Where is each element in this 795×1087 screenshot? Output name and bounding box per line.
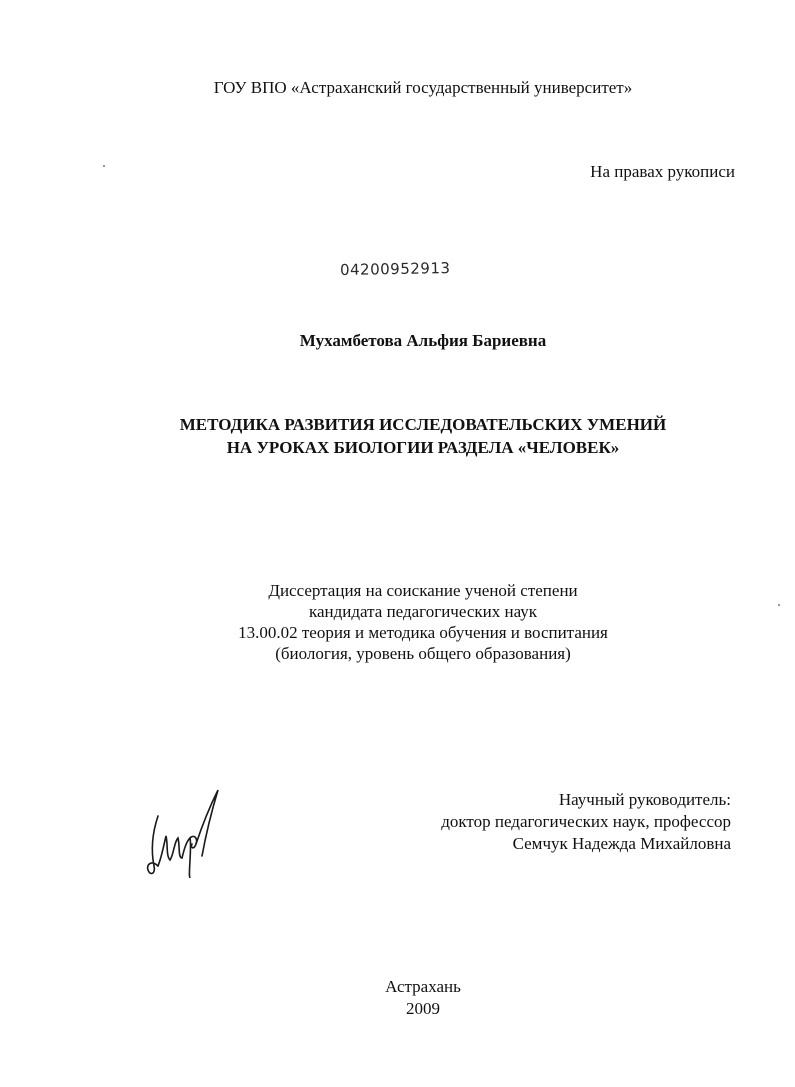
title-line-2: НА УРОКАХ БИОЛОГИИ РАЗДЕЛА «ЧЕЛОВЕК» xyxy=(226,438,620,457)
degree-line-3: 13.00.02 теория и методика обучения и воспитания xyxy=(238,623,608,642)
scan-speck xyxy=(103,165,105,167)
dissertation-title xyxy=(0,413,795,459)
degree-statement xyxy=(0,580,795,664)
institution-name: ГОУ ВПО «Астраханский государственный университет» xyxy=(213,78,633,97)
title-line-1: МЕТОДИКА РАЗВИТИЯ ИССЛЕДОВАТЕЛЬСКИХ УМЕНИЙ xyxy=(179,415,667,434)
author-name: Мухамбетова Альфия Бариевна xyxy=(299,331,547,350)
place-and-year xyxy=(0,976,795,1020)
supervisor-line-1: Научный руководитель: xyxy=(558,790,731,809)
handwritten-signature xyxy=(144,786,224,878)
supervisor-line-3: Семчук Надежда Михайловна xyxy=(512,834,731,853)
degree-line-2: кандидата педагогических наук xyxy=(308,602,538,621)
year: 2009 xyxy=(406,999,440,1018)
supervisor-block xyxy=(441,789,731,855)
supervisor-line-2: доктор педагогических наук, профессор xyxy=(441,812,731,831)
manuscript-note: На правах рукописи xyxy=(590,162,735,181)
city: Астрахань xyxy=(385,977,461,996)
degree-line-4: (биология, уровень общего образования) xyxy=(275,644,571,663)
degree-line-1: Диссертация на соискание ученой степени xyxy=(268,581,578,600)
catalog-number: 04200952913 xyxy=(339,259,451,279)
scan-speck xyxy=(778,604,780,606)
